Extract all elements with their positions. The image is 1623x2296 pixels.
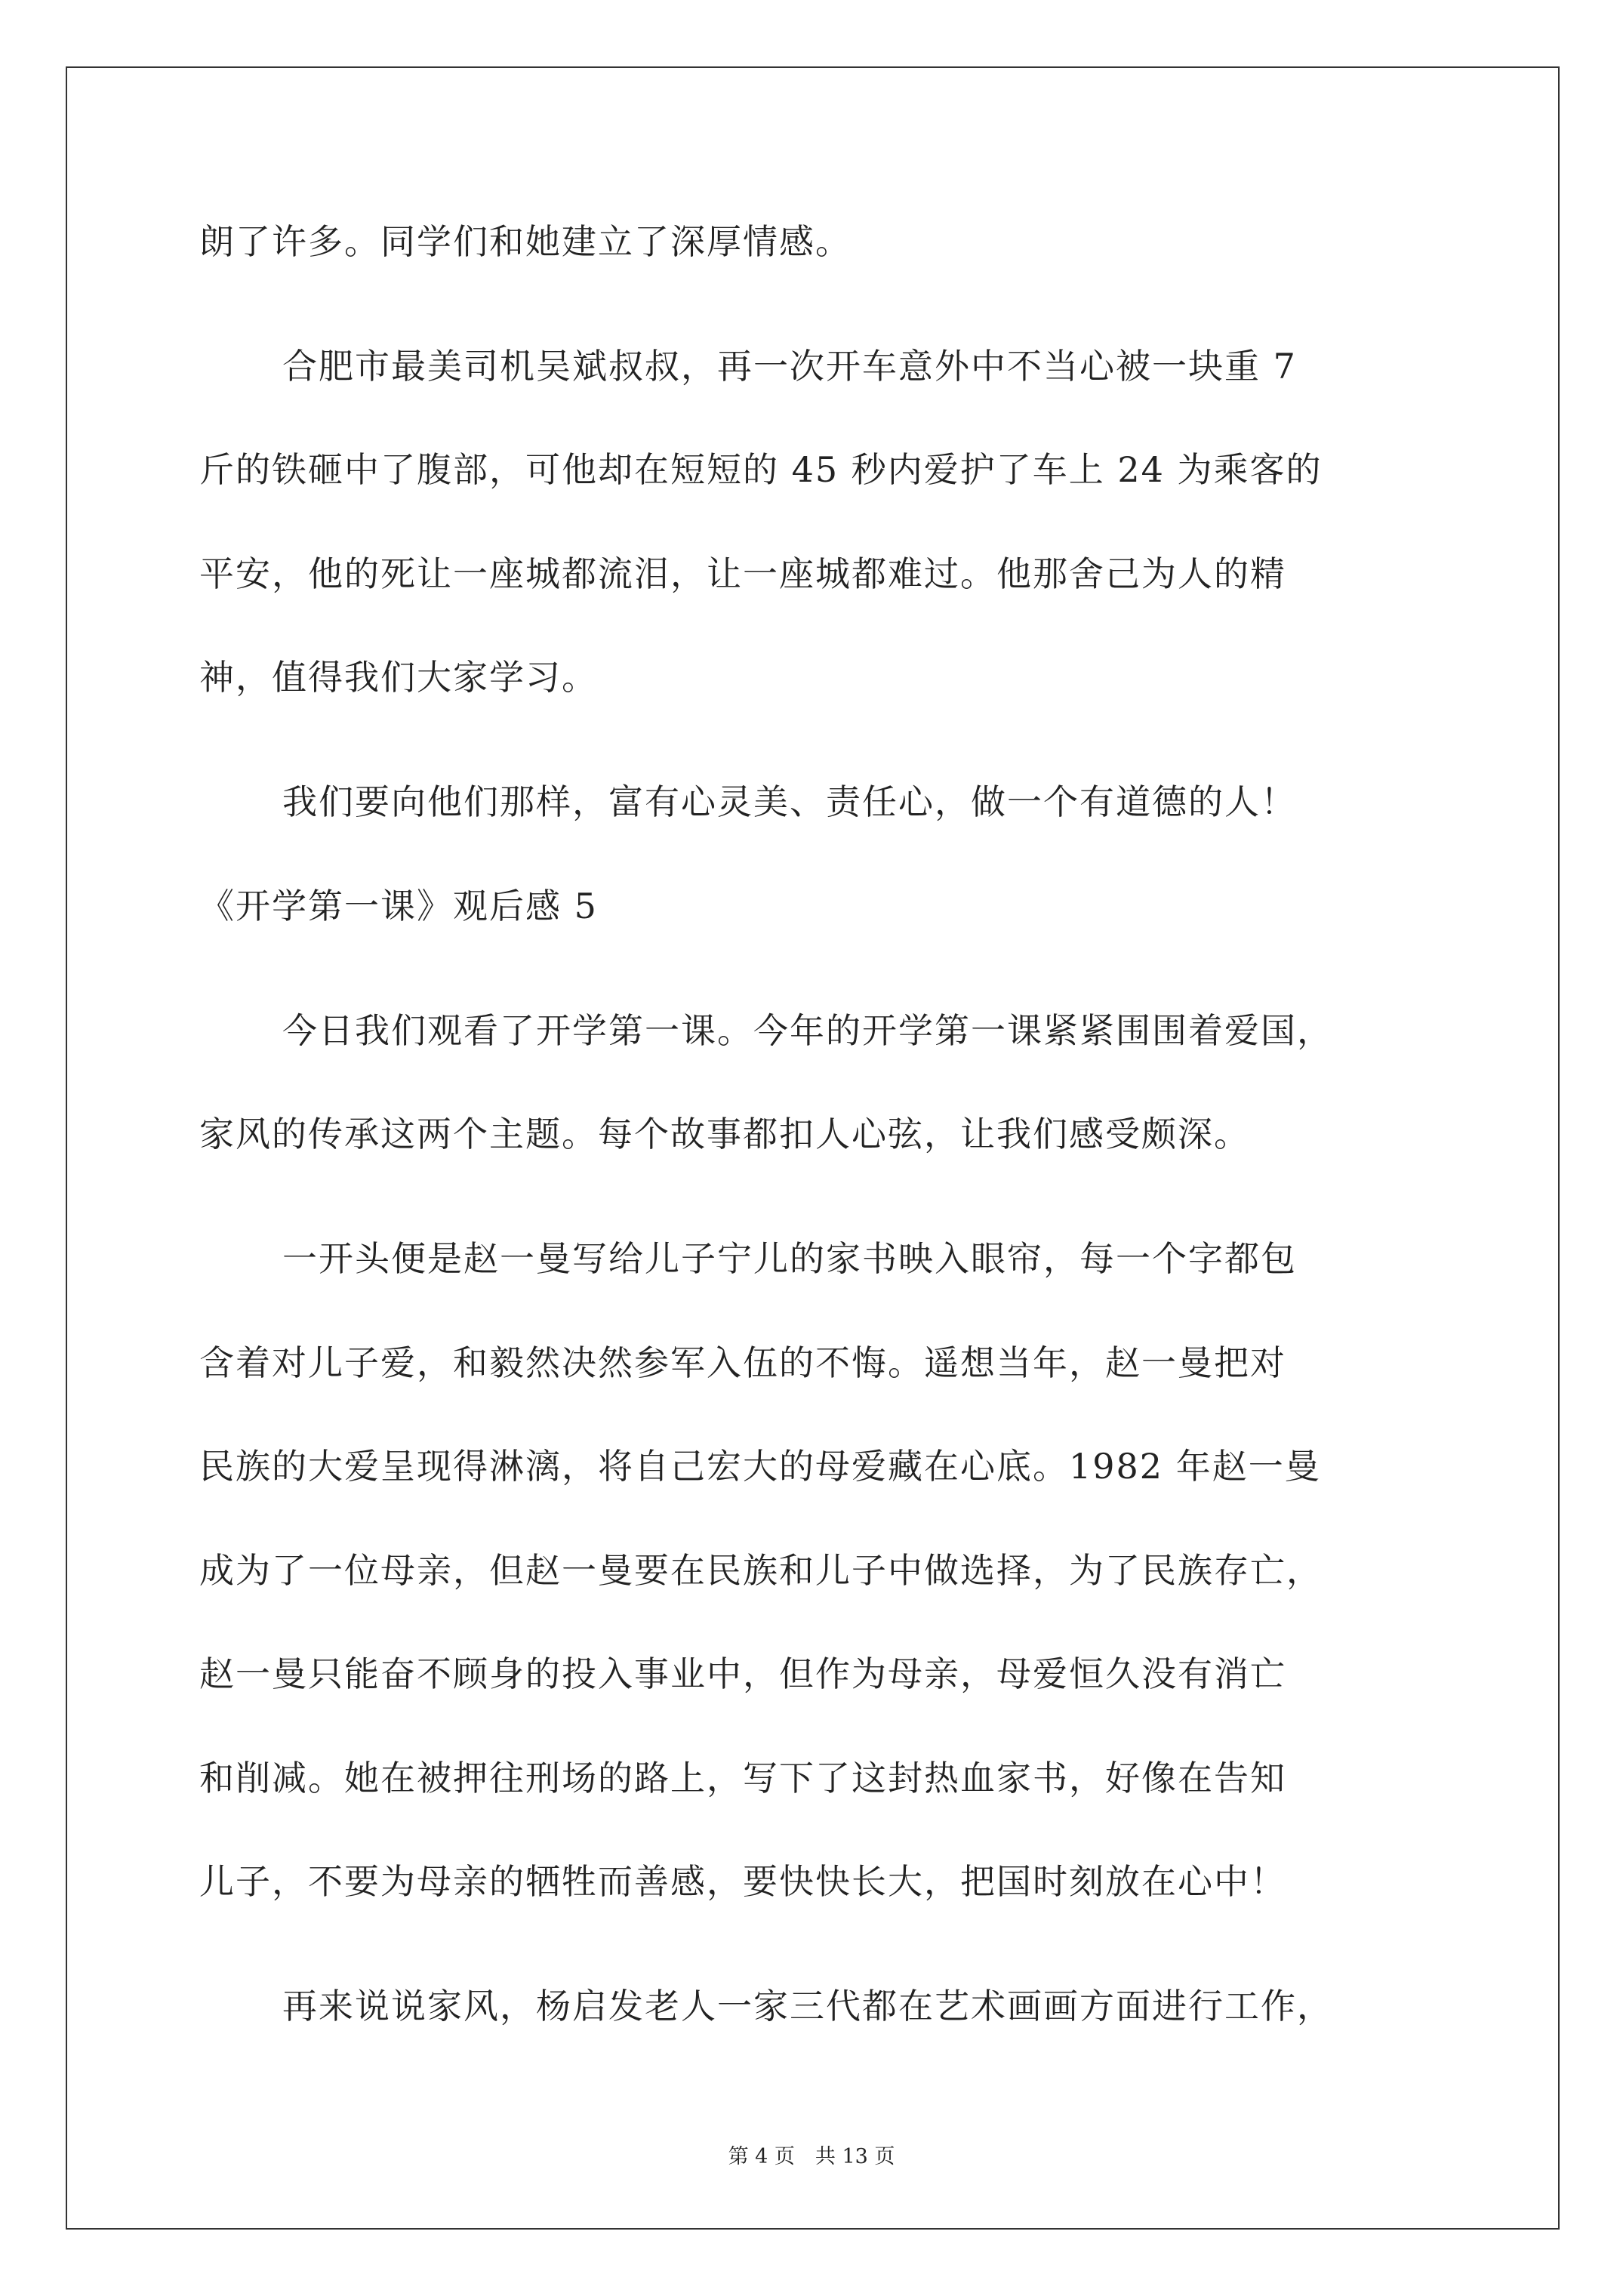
text-line: 含着对儿子爱，和毅然决然参军入伍的不悔。遥想当年，赵一曼把对 bbox=[199, 1342, 1286, 1383]
text-line: 平安，他的死让一座城都流泪，让一座城都难过。他那舍己为人的精 bbox=[199, 553, 1286, 594]
text-line: 合肥市最美司机吴斌叔叔，再一次开车意外中不当心被一块重 7 bbox=[282, 346, 1297, 387]
text-line: 赵一曼只能奋不顾身的投入事业中，但作为母亲，母爱恒久没有消亡 bbox=[199, 1653, 1286, 1694]
text-line: 再来说说家风，杨启发老人一家三代都在艺术画画方面进行工作， bbox=[282, 1986, 1333, 2026]
text-line: 民族的大爱呈现得淋漓，将自己宏大的母爱藏在心底。1982 年赵一曼 bbox=[199, 1446, 1321, 1487]
text-line: 和削减。她在被押往刑场的路上，写下了这封热血家书，好像在告知 bbox=[199, 1758, 1286, 1798]
text-line: 朗了许多。同学们和她建立了深厚情感。 bbox=[199, 221, 852, 262]
text-line: 儿子，不要为母亲的牺牲而善感，要快快长大，把国时刻放在心中！ bbox=[199, 1861, 1286, 1902]
section-heading: 《开学第一课》观后感 5 bbox=[199, 886, 598, 926]
text-line: 一开头便是赵一曼写给儿子宁儿的家书映入眼帘，每一个字都包 bbox=[282, 1238, 1297, 1279]
text-line: 今日我们观看了开学第一课。今年的开学第一课紧紧围围着爱国， bbox=[282, 1010, 1333, 1051]
text-line: 成为了一位母亲，但赵一曼要在民族和儿子中做选择，为了民族存亡， bbox=[199, 1550, 1323, 1591]
text-line: 神，值得我们大家学习。 bbox=[199, 657, 598, 698]
text-line: 斤的铁砸中了腹部，可他却在短短的 45 秒内爱护了车上 24 为乘客的 bbox=[199, 449, 1323, 490]
text-line: 我们要向他们那样，富有心灵美、责任心，做一个有道德的人！ bbox=[282, 781, 1297, 822]
page-number: 第 4 页 共 13 页 bbox=[728, 2145, 895, 2168]
text-line: 家风的传承这两个主题。每个故事都扣人心弦，让我们感受颇深。 bbox=[199, 1114, 1250, 1154]
